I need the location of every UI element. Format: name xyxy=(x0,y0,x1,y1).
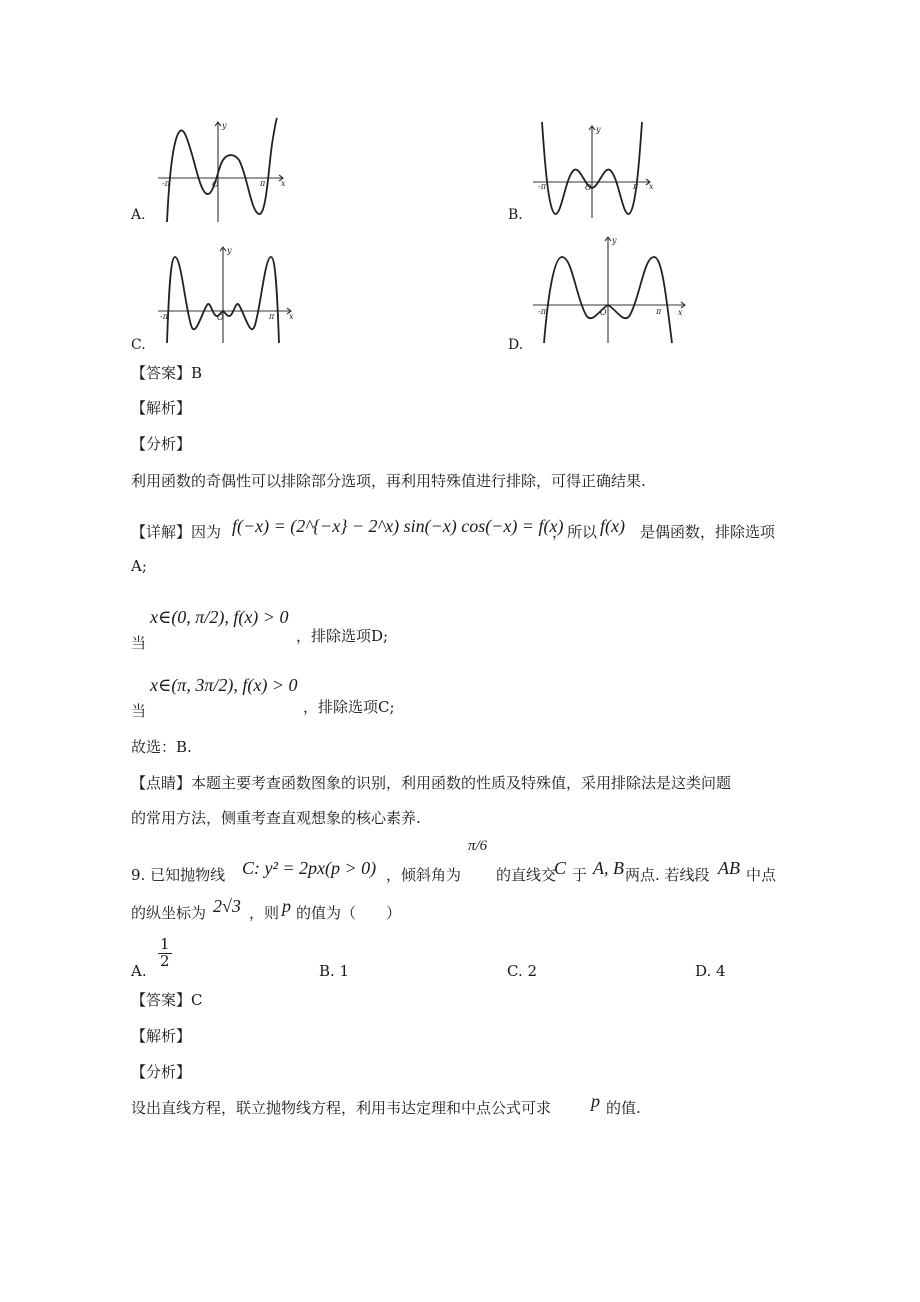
svg-text:x: x xyxy=(649,182,654,191)
svg-text:π: π xyxy=(269,312,275,321)
q8-detail-formula: f(−x) = (2^{−x} − 2^x) sin(−x) cos(−x) = f(x) xyxy=(232,516,564,536)
q9-stem-1b: ，倾斜角为 xyxy=(386,866,462,884)
q9-stem-c: C xyxy=(554,858,567,878)
q9-stem-1d: 于 xyxy=(572,866,588,884)
q9-stem-2a: 的纵坐标为 xyxy=(131,904,207,922)
graph-option-c xyxy=(155,245,295,345)
q8-case1-text: ，排除选项D; xyxy=(296,627,389,645)
q9-stem-ab2: AB xyxy=(718,858,740,878)
q9-fenxi-end: 的值. xyxy=(606,1099,641,1117)
svg-text:-π: -π xyxy=(538,182,546,191)
q8-detail-suffix: 是偶函数，排除选项 xyxy=(640,523,776,541)
svg-text:-π: -π xyxy=(160,312,168,321)
q9-fenxi-heading: 【分析】 xyxy=(131,1063,192,1081)
q8-fenxi-text: 利用函数的奇偶性可以排除部分选项，再利用特殊值进行排除，可得正确结果. xyxy=(131,472,646,490)
q8-case2-formula: x∈(π, 3π/2), f(x) > 0 xyxy=(150,675,298,695)
q9-stem-p: p xyxy=(282,896,291,916)
q8-jiexi-heading: 【解析】 xyxy=(131,399,192,417)
q9-option-a-numerator: 1 xyxy=(160,935,170,953)
svg-text:π: π xyxy=(633,182,639,191)
q8-case2-text: ，排除选项C; xyxy=(303,698,395,716)
q8-case2-dang: 当 xyxy=(131,702,147,720)
q8-choose: 故选：B. xyxy=(131,738,192,756)
svg-text:-π: -π xyxy=(538,307,546,316)
q9-option-d: D. 4 xyxy=(695,962,726,980)
q9-answer: 【答案】C xyxy=(131,991,203,1009)
svg-text:y: y xyxy=(227,246,232,255)
q9-option-b: B. 1 xyxy=(319,962,350,980)
q8-case1-dang: 当 xyxy=(131,634,147,652)
q9-stem-1c: 的直线交 xyxy=(496,866,557,884)
svg-text:O: O xyxy=(217,313,224,322)
q9-option-a-fraction xyxy=(158,937,172,970)
option-d-label: D. xyxy=(508,337,524,353)
q9-stem-2c: 的值为（ ） xyxy=(296,904,402,922)
option-a-label: A. xyxy=(131,207,146,223)
svg-text:y: y xyxy=(222,121,227,130)
svg-text:O: O xyxy=(600,308,607,317)
q8-detail-mid: ，所以 xyxy=(552,523,598,541)
q9-stem-parabola: C: y² = 2px(p > 0) xyxy=(242,858,377,878)
svg-text:O: O xyxy=(212,180,219,189)
q8-case1-formula: x∈(0, π/2), f(x) > 0 xyxy=(150,607,289,627)
q9-option-a-denominator: 2 xyxy=(160,951,170,970)
svg-text:x: x xyxy=(678,308,683,317)
graph-option-d xyxy=(530,235,690,345)
q9-option-c: C. 2 xyxy=(507,962,538,980)
svg-text:O: O xyxy=(585,183,592,192)
q9-jiexi-heading: 【解析】 xyxy=(131,1027,192,1045)
svg-text:y: y xyxy=(596,125,601,134)
q9-stem-2b: ，则 xyxy=(249,904,280,922)
q9-stem-1a: 9. 已知抛物线 xyxy=(131,866,226,884)
q9-stem-value: 2√3 xyxy=(213,896,241,916)
svg-text:π: π xyxy=(656,307,662,316)
q8-answer: 【答案】B xyxy=(131,364,203,382)
svg-text:π: π xyxy=(260,179,266,188)
graph-option-b xyxy=(530,120,655,220)
q8-dianjing-line2: 的常用方法，侧重考查直观想象的核心素养. xyxy=(131,809,421,827)
q9-fenxi-p: p xyxy=(591,1091,600,1111)
svg-text:x: x xyxy=(289,312,294,321)
q8-dianjing-line1: 【点睛】本题主要考查函数图象的识别，利用函数的性质及特殊值，采用排除法是这类问题 xyxy=(131,774,732,792)
q9-fenxi-text: 设出直线方程，联立抛物线方程，利用韦达定理和中点公式可求 xyxy=(131,1099,552,1117)
q8-detail-line2: A; xyxy=(131,557,147,575)
q8-detail-fx: f(x) xyxy=(600,516,625,536)
q9-stem-1e: 两点. 若线段 xyxy=(625,866,710,884)
option-c-label: C. xyxy=(131,337,146,353)
svg-text:-π: -π xyxy=(162,179,170,188)
option-b-label: B. xyxy=(508,207,523,223)
q9-option-a-label: A. xyxy=(131,962,147,980)
q9-stem-1f: 中点 xyxy=(746,866,777,884)
svg-text:x: x xyxy=(281,179,286,188)
q8-detail-prefix: 【详解】因为 xyxy=(131,523,222,541)
q9-stem-angle: π/6 xyxy=(468,838,488,854)
q8-fenxi-heading: 【分析】 xyxy=(131,435,192,453)
graph-option-a xyxy=(155,118,290,226)
svg-text:y: y xyxy=(612,236,617,245)
q9-stem-ab: A, B xyxy=(593,858,624,878)
